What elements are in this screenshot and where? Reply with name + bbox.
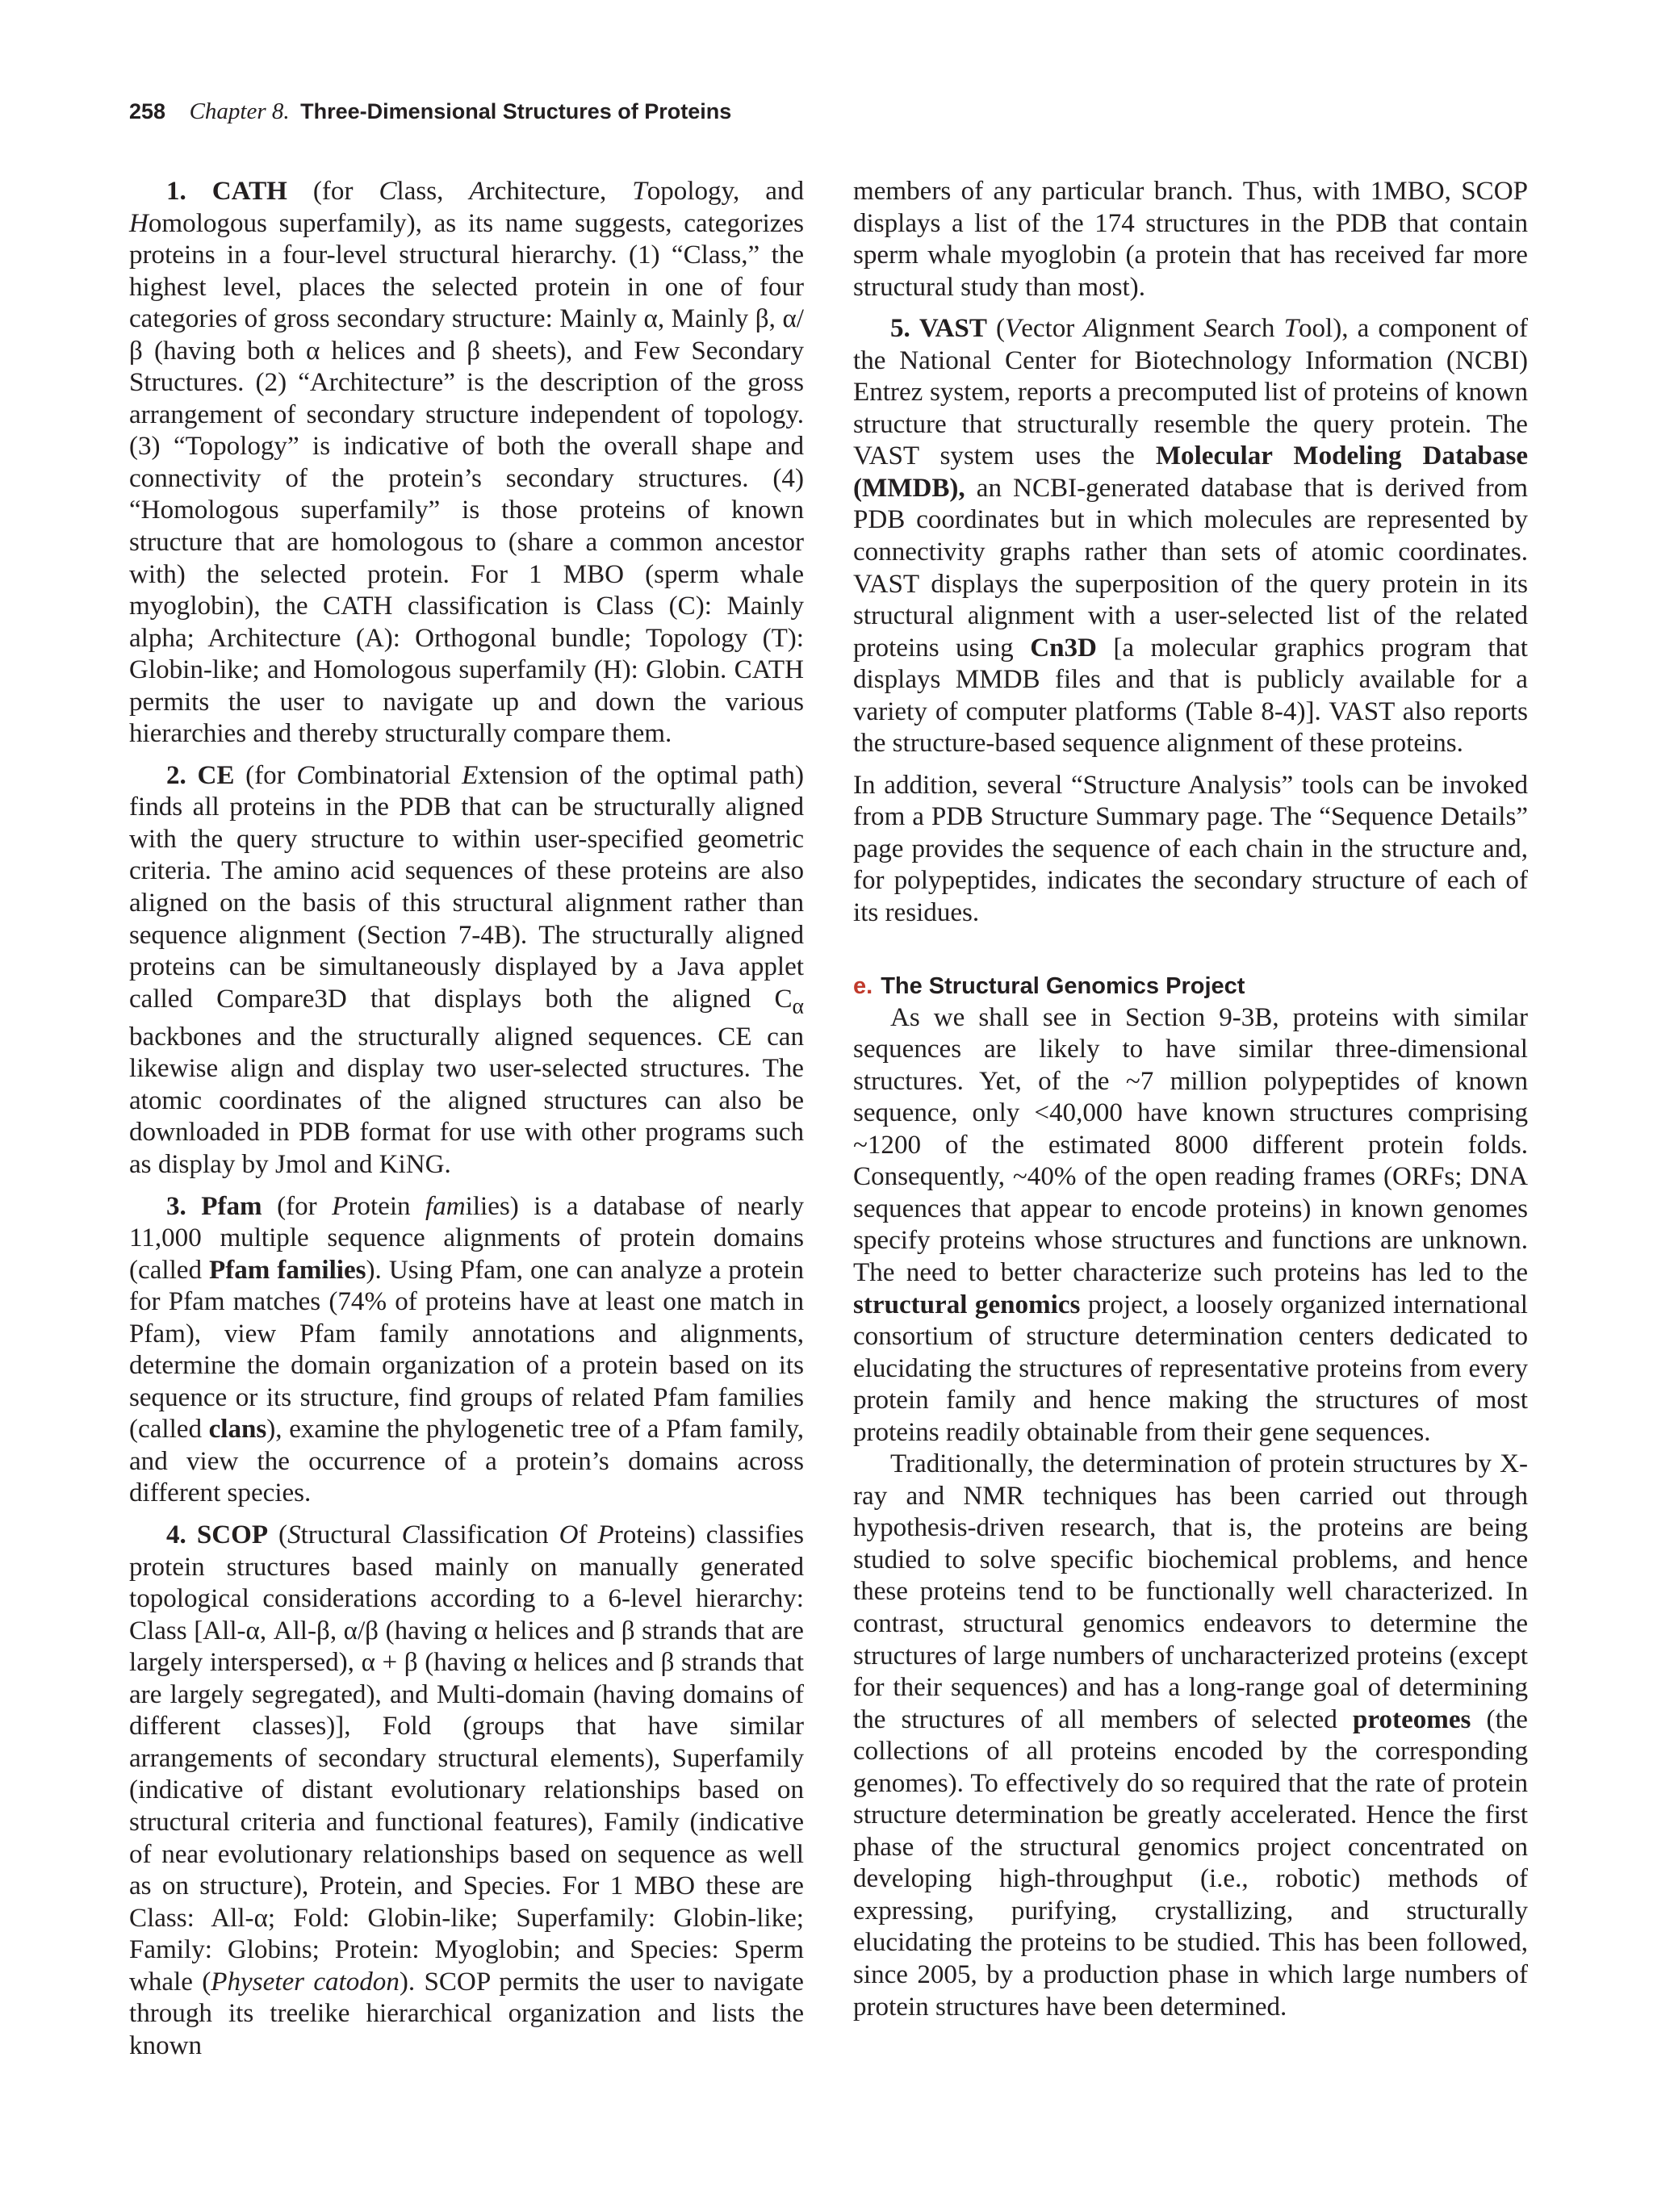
- acronym-letter: T: [632, 177, 647, 206]
- item-text: earch: [1216, 314, 1284, 344]
- chapter-title: Three-Dimensional Structures of Proteins: [300, 99, 732, 123]
- item-number: 3.: [166, 1191, 186, 1221]
- species-name: Physeter catodon: [211, 1967, 400, 1997]
- item-text: lignment: [1099, 314, 1204, 344]
- list-item-cath: [129, 176, 804, 751]
- item-text: ool), a component of the National Center for Biotechnology Information (NCBI) Entrez system, reports a precomputed list of proteins of known structure that structurally resemble the query protein. The VAST system uses the: [853, 314, 1528, 471]
- list-item-vast: [853, 313, 1528, 760]
- item-number: 4.: [166, 1520, 186, 1550]
- item-text: ombinatorial: [314, 760, 462, 790]
- page-number: 258: [129, 99, 166, 123]
- item-number: 5.: [890, 314, 910, 344]
- list-item-scop-continued: members of any particular branch. Thus, with 1MBO, SCOP displays a list of the 174 structures in the PDB that contain sperm whale myoglobin (a protein that has received far more structural study than most).: [853, 177, 1528, 302]
- item-text: ilies) is a database of nearly 11,000 multiple sequence alignments of protein domains (called: [129, 1191, 804, 1285]
- item-text: (: [268, 1520, 288, 1550]
- item-text: tructural: [300, 1520, 402, 1550]
- genomics-paragraph-1: [853, 1002, 1528, 1449]
- item-text: rchitecture,: [485, 177, 633, 206]
- key-term: structural genomics: [853, 1290, 1081, 1319]
- chapter-label: Chapter 8.: [189, 98, 290, 124]
- term-mmdb: Molecular Modeling Database (MMDB),: [853, 441, 1528, 503]
- section-title: The Structural Genomics Project: [881, 972, 1245, 999]
- acronym-letter: C: [379, 177, 397, 206]
- item-text: roteins) classifies protein structures based mainly on manually generated topological considerations according to a 6-level hierarchy: Class [All-α, All-β, α/β (having α helices and β strands that are largely interspersed), α + β (having α helices and β strands that are largely segregated), and Multi-domain (having domains of different classes)], Fold (groups that have similar arrangements of secondary structural elements), Superfamily (indicative of distant evolutionary relationships based on structural criteria and functional features), Family (indicative of near evolutionary relationships based on sequence as well as on structure), Protein, and Species. For 1 MBO these are Class: All-α; Fold: Globin-like; Superfamily: Globin-like; Family: Globins; Protein: Myoglobin; and Species: Sperm whale (: [129, 1520, 804, 1997]
- term-clans: clans: [208, 1415, 267, 1445]
- acronym-letter: S: [1203, 314, 1217, 344]
- section-heading: [853, 970, 1528, 1002]
- item-text: ). SCOP permits the user to navigate through its treelike hierarchical organization and lists the known: [129, 1967, 804, 2060]
- section-letter: e.: [853, 972, 873, 999]
- acronym-letter: V: [1005, 314, 1022, 344]
- acronym-letter: A: [1083, 314, 1100, 344]
- right-column-flow: [853, 176, 1528, 2023]
- acronym-letter: H: [129, 208, 149, 238]
- item-text: an NCBI-generated database that is derived from PDB coordinates but in which molecules are represented by connectivity graphs rather than sets of atomic coordinates. VAST displays the superposition of the query protein in its structural alignment with a user-selected list of the related proteins using: [853, 473, 1528, 663]
- list-item-scop: [129, 1520, 804, 2062]
- acronym-letter: S: [287, 1520, 301, 1550]
- item-text: opology, and: [647, 177, 804, 206]
- subscript-alpha: α: [792, 993, 804, 1018]
- item-text: rotein: [348, 1191, 426, 1221]
- item-number: 2.: [166, 760, 186, 790]
- item-text: ), examine the phylogenetic tree of a Pfam family, and view the occurrence of a protein’s domains across different species.: [129, 1415, 804, 1508]
- left-column: [129, 176, 804, 2072]
- acronym-letter: P: [332, 1191, 349, 1221]
- acronym-letter: A: [469, 177, 486, 206]
- item-text: lassification: [419, 1520, 559, 1550]
- term-cn3d: Cn3D: [1030, 633, 1097, 663]
- term-pfam: Pfam: [201, 1191, 262, 1221]
- list-item-pfam: [129, 1191, 804, 1510]
- list-item-ce: [129, 760, 804, 1181]
- structure-tools-paragraph: In addition, several “Structure Analysis” tools can be invoked from a PDB Structure Summary page. The “Sequence Details” page provides the sequence of each chain in the structure and, for polypeptides, indicates the secondary structure of each of its residues.: [853, 770, 1528, 928]
- running-head: [129, 98, 731, 125]
- item-text: ector: [1021, 314, 1084, 344]
- acronym-letter: C: [401, 1520, 420, 1550]
- genomics-paragraph-2: [853, 1449, 1528, 2023]
- term-ce: CE: [197, 760, 235, 790]
- item-text: lass,: [396, 177, 470, 206]
- term-pfam-families: Pfam families: [208, 1255, 366, 1285]
- item-text: (for: [287, 177, 379, 206]
- item-text: omologous superfamily), as its name suggests, categorizes proteins in a four-level structural hierarchy. (1) “Class,” the highest level, places the selected protein in one of four categories of gross secondary structure: Mainly α, Mainly β, α/β (having both α helices and β sheets), and Few Secondary Structures. (2) “Architecture” is the description of the gross arrangement of secondary structure independent of topology. (3) “Topology” is indicative of both the overall shape and connectivity of the protein’s secondary structures. (4) “Homologous superfamily” is those proteins of known structure that are homologous to (share a common ancestor with) the selected protein. For 1 MBO (sperm whale myoglobin), the CATH classification is Class (C): Mainly alpha; Architecture (A): Orthogonal bundle; Topology (T): Globin-like; and Homologous superfamily (H): Globin. CATH permits the user to navigate up and down the various hierarchies and thereby structurally compare them.: [129, 208, 804, 749]
- paragraph-text: project, a loosely organized international consortium of structure determination centers dedicated to elucidating the structures of representative proteins from every protein family and hence making the structures of most proteins readily obtainable from their gene sequences.: [853, 1290, 1528, 1447]
- item-number: 1.: [166, 177, 186, 206]
- acronym-letter: E: [462, 760, 479, 790]
- paragraph-text: (the collections of all proteins encoded by the corresponding genomes). To effectively do so required that the rate of protein structure determination be greatly accelerated. Hence the first phase of the structural genomics project concentrated on developing high-throughput (i.e., robotic) methods of expressing, purifying, crystallizing, and structurally elucidating the proteins to be studied. This has been followed, since 2005, by a production phase in which large numbers of protein structures have been determined.: [853, 1704, 1528, 2022]
- key-term: proteomes: [1353, 1704, 1471, 1734]
- item-text: xtension of the optimal path) finds all proteins in the PDB that can be structurally aligned with the query structure to within user-specified geometric criteria. The amino acid sequences of these proteins are also aligned on the basis of this structural alignment rather than sequence alignment (Section 7-4B). The structurally aligned proteins can be simultaneously displayed by a Java applet called Compare3D that displays both the aligned C: [129, 760, 804, 1014]
- item-text: (for: [262, 1191, 333, 1221]
- item-text: ). Using Pfam, one can analyze a protein for Pfam matches (74% of proteins have at least one match in Pfam), view Pfam family annotations and alignments, determine the domain organization of a protein based on its sequence or its structure, find groups of related Pfam families (called: [129, 1255, 805, 1445]
- paragraph-text: As we shall see in Section 9-3B, proteins with similar sequences are likely to have similar three-dimensional structures. Yet, of the ~7 million polypeptides of known sequence, only <40,000 have known structures comprising ~1200 of the estimated 8000 different protein folds. Consequently, ~40% of the open reading frames (ORFs; DNA sequences that appear to encode proteins) in known genomes specify proteins whose structures and functions are unknown. The need to better characterize such proteins has led to the: [853, 1002, 1528, 1287]
- acronym-letter: T: [1283, 314, 1299, 344]
- term-vast: VAST: [919, 314, 987, 344]
- acronym-letter: P: [597, 1520, 614, 1550]
- paragraph-text: Traditionally, the determination of protein structures by X-ray and NMR techniques has been carried out through hypothesis-driven research, that is, the proteins are being studied to solve specific biochemical problems, and hence these proteins tend to be functionally well characterized. In contrast, structural genomics endeavors to determine the structures of large numbers of uncharacterized proteins (except for their sequences) and has a long-range goal of determining the structures of all members of selected: [853, 1449, 1528, 1734]
- item-text: f: [578, 1520, 598, 1550]
- item-text: (: [986, 314, 1005, 344]
- item-text: backbones and the structurally aligned sequences. CE can likewise align and display two user-selected structures. The atomic coordinates of the aligned structures can also be downloaded in PDB format for use with other programs such as display by Jmol and KiNG.: [129, 1022, 804, 1180]
- item-text: (for: [234, 760, 297, 790]
- acronym-letter: C: [296, 760, 315, 790]
- term-scop: SCOP: [196, 1520, 269, 1550]
- acronym-letter: fam: [425, 1191, 466, 1221]
- term-cath: CATH: [211, 177, 287, 206]
- item-text: [a molecular graphics program that displays MMDB files and that is publicly available for a variety of computer platforms (Table 8-4)]. VAST also reports the structure-based sequence alignment of these proteins.: [853, 633, 1528, 759]
- acronym-letter: O: [559, 1520, 579, 1550]
